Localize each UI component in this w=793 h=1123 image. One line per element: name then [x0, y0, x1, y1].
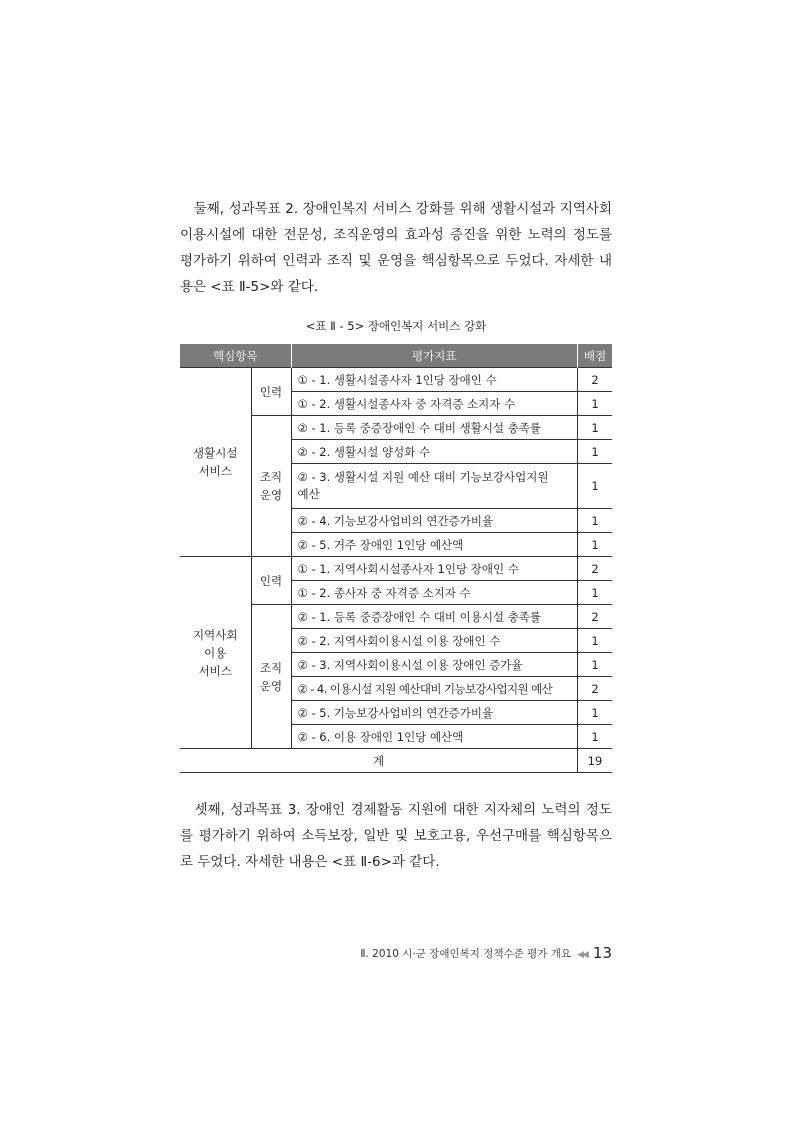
table-caption: <표 Ⅱ - 5> 장애인복지 서비스 강화: [305, 319, 487, 333]
indicator-cell: ② - 4. 기능보강사업비의 연간증가비율: [291, 509, 578, 533]
indicator-cell: ② - 5. 기능보강사업비의 연간증가비율: [291, 701, 578, 725]
total-score: 19: [578, 749, 613, 773]
indicator-cell: ② - 4. 이용시설 지원 예산대비 기능보강사업지원 예산: [291, 677, 578, 701]
score-cell: 2: [578, 605, 613, 629]
score-cell: 1: [578, 701, 613, 725]
indicator-cell: ① - 2. 생활시설종사자 중 자격증 소지자 수: [291, 392, 578, 416]
indicator-cell: ② - 1. 등록 중증장애인 수 대비 이용시설 충족률: [291, 605, 578, 629]
page-number: 13: [592, 944, 612, 962]
table-row: [180, 368, 612, 392]
score-cell: 2: [578, 677, 613, 701]
subgroup-staffing: 인력: [251, 368, 291, 416]
group-community-services: 지역사회 이용 서비스: [180, 557, 251, 749]
header-indicator: 평가지표: [291, 344, 578, 368]
running-footer-text: Ⅱ. 2010 시·군 장애인복지 정책수준 평가 개요: [360, 948, 572, 960]
page-footer: [330, 944, 612, 962]
subgroup-organization: 조직 운영: [251, 416, 291, 557]
score-cell: 2: [578, 557, 613, 581]
total-label: 계: [180, 749, 578, 773]
double-arrow-icon: ◀◀: [577, 950, 587, 960]
table-header-row: [180, 344, 612, 368]
score-cell: 1: [578, 581, 613, 605]
indicator-cell: ① - 1. 생활시설종사자 1인당 장애인 수: [291, 368, 578, 392]
score-cell: 1: [578, 464, 613, 509]
evaluation-table: [180, 344, 612, 773]
score-cell: 1: [578, 653, 613, 677]
next-paragraph: 셋째, 성과목표 3. 장애인 경제활동 지원에 대한 지자체의 노력의 정도를 평가하기 위하여 소득보장, 일반 및 보호고용, 우선구매를 핵심항목으로 두었다. 자세한 내용은 <표 Ⅱ-6>과 같다.: [180, 802, 612, 870]
score-cell: 1: [578, 440, 613, 464]
score-cell: 1: [578, 629, 613, 653]
indicator-cell: ② - 2. 지역사회이용시설 이용 장애인 수: [291, 629, 578, 653]
header-score: 배점: [578, 344, 613, 368]
intro-paragraph: 둘째, 성과목표 2. 장애인복지 서비스 강화를 위해 생활시설과 지역사회 이용시설에 대한 전문성, 조직운영의 효과성 증진을 위한 노력의 정도를 평가하기 위하여 인력과 조직 및 운영을 핵심항목으로 두었다. 자세한 내용은 <표 Ⅱ-5>와 같다.: [180, 201, 612, 295]
indicator-cell: ② - 3. 생활시설 지원 예산 대비 기능보강사업지원 예산: [291, 464, 578, 509]
score-cell: 1: [578, 392, 613, 416]
group-residential-services: 생활시설 서비스: [180, 368, 251, 557]
indicator-cell: ① - 2. 종사자 중 자격증 소지자 수: [291, 581, 578, 605]
indicator-cell: ② - 3. 지역사회이용시설 이용 장애인 증가율: [291, 653, 578, 677]
score-cell: 1: [578, 509, 613, 533]
table-total-row: [180, 749, 612, 773]
indicator-cell: ② - 6. 이용 장애인 1인당 예산액: [291, 725, 578, 749]
subgroup-organization: 조직 운영: [251, 605, 291, 749]
indicator-cell: ② - 1. 등록 중증장애인 수 대비 생활시설 충족률: [291, 416, 578, 440]
score-cell: 1: [578, 533, 613, 557]
indicator-cell: ② - 5. 거주 장애인 1인당 예산액: [291, 533, 578, 557]
score-cell: 2: [578, 368, 613, 392]
indicator-cell: ① - 1. 지역사회시설종사자 1인당 장애인 수: [291, 557, 578, 581]
table-row: [180, 557, 612, 581]
subgroup-staffing: 인력: [251, 557, 291, 605]
indicator-cell: ② - 2. 생활시설 양성화 수: [291, 440, 578, 464]
score-cell: 1: [578, 416, 613, 440]
header-core-item: 핵심항목: [180, 344, 291, 368]
score-cell: 1: [578, 725, 613, 749]
